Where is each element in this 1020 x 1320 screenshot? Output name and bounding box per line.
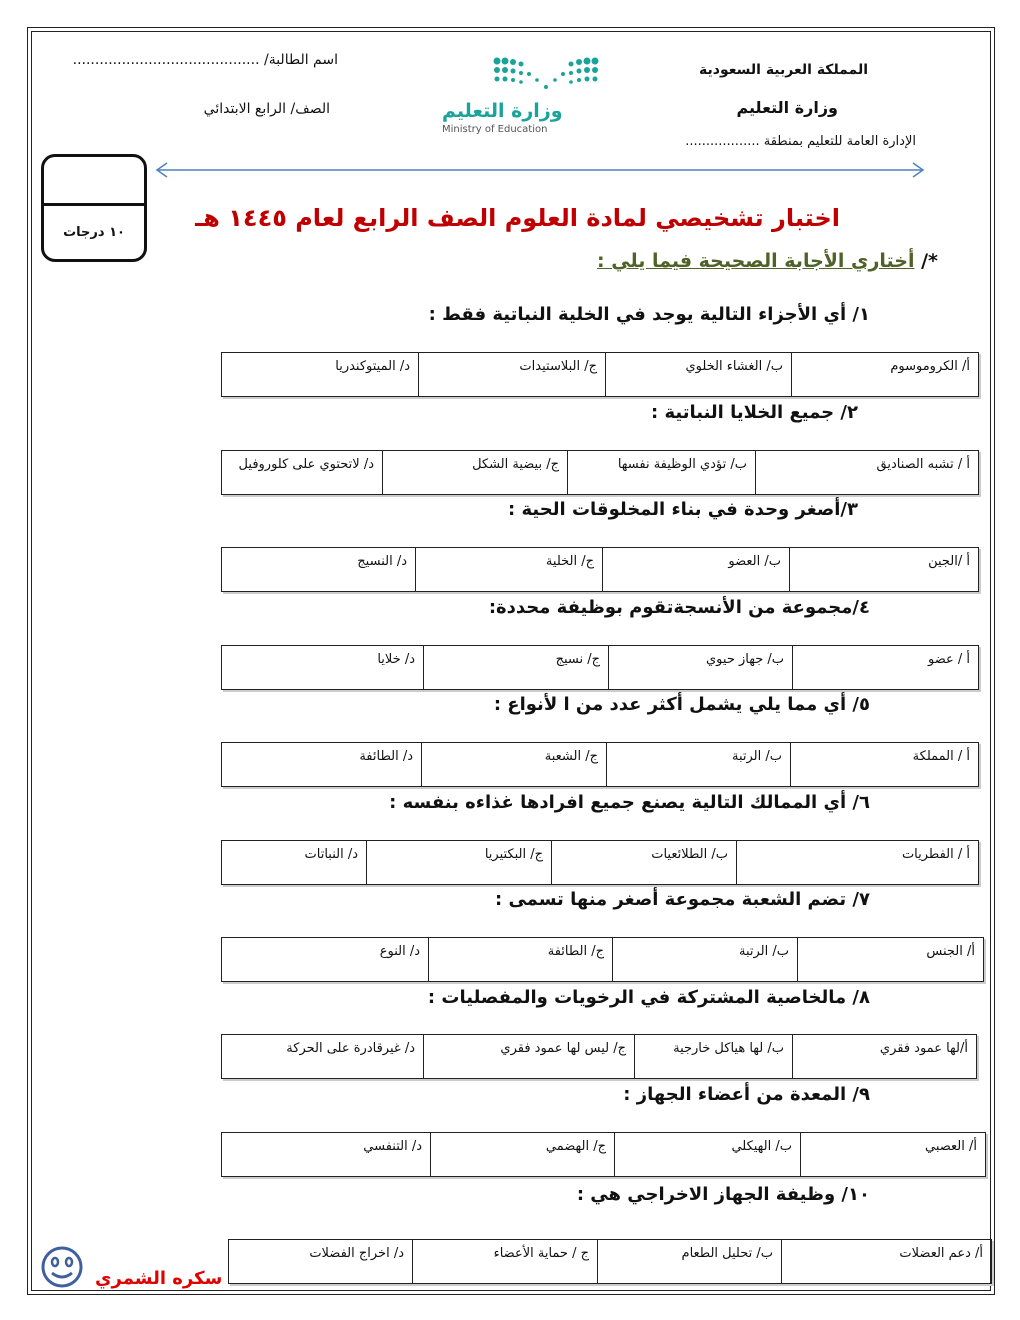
option-d[interactable]: د/ اخراج الفضلات: [309, 1246, 404, 1261]
question-1-options: [221, 352, 979, 397]
smiley-icon: [40, 1245, 84, 1289]
option-c[interactable]: ج/ بيضية الشكل: [382, 451, 567, 494]
option-d[interactable]: د/ الميتوكندريا: [335, 359, 410, 374]
option-d[interactable]: د/ الطائفة: [359, 749, 413, 764]
question-4-options: [221, 645, 979, 690]
student-name-field[interactable]: اسم الطالبة/ ..........................................: [72, 52, 338, 68]
question-6-options: [221, 840, 979, 885]
option-d[interactable]: د/ خلايا: [377, 652, 415, 667]
option-c[interactable]: ج/ الخلية: [415, 548, 602, 591]
option-b[interactable]: ب/ تحليل الطعام: [597, 1240, 781, 1283]
instruction-prefix: */: [914, 250, 938, 272]
question-7-options: [221, 937, 984, 982]
question-3-text: ٣/أصغر وحدة في بناء المخلوقات الحية :: [508, 499, 858, 520]
option-b[interactable]: ب/ الغشاء الخلوي: [605, 353, 791, 396]
option-d[interactable]: د/ النباتات: [304, 847, 358, 862]
score-label: ١٠ درجات: [63, 225, 125, 240]
option-a[interactable]: أ/ الكروموسوم: [791, 353, 978, 396]
question-9-options: [221, 1132, 986, 1177]
option-d[interactable]: د/ لاتحتوي على كلوروفيل: [238, 457, 374, 472]
score-box: [41, 154, 147, 262]
option-b[interactable]: ب/ العضو: [602, 548, 789, 591]
option-a[interactable]: أ / تشبه الصناديق: [755, 451, 978, 494]
grade-label: الصف/ الرابع الابتدائي: [203, 101, 330, 117]
option-c[interactable]: ج/ البكتيريا: [366, 841, 551, 884]
question-7-text: ٧/ تضم الشعبة مجموعة أصغر منها تسمى :: [494, 889, 870, 910]
directorate: الإدارة العامة للتعليم بمنطقة ..................: [685, 134, 916, 149]
option-a[interactable]: أ /الجين: [789, 548, 978, 591]
option-d[interactable]: د/ النسيج: [357, 554, 407, 569]
option-d[interactable]: د/ النوع: [379, 944, 420, 959]
question-5-options: [221, 742, 979, 787]
option-c[interactable]: ج/ نسيج: [423, 646, 608, 689]
teacher-signature: سكره الشمري: [95, 1268, 223, 1289]
option-d[interactable]: د/ غيرقادرة على الحركة: [286, 1041, 415, 1056]
question-10-options: [228, 1239, 992, 1284]
option-b[interactable]: ب/ جهاز حيوي: [608, 646, 792, 689]
instruction: [597, 250, 938, 272]
option-b[interactable]: ب/ الرتبة: [606, 743, 790, 786]
option-c[interactable]: ج/ الطائفة: [428, 938, 612, 981]
option-b[interactable]: ب/ الطلائعيات: [551, 841, 736, 884]
country-name: المملكة العربية السعودية: [699, 62, 868, 78]
question-8-text: ٨/ مالخاصية المشتركة في الرخويات والمفصليات :: [427, 987, 870, 1008]
question-2-text: ٢/ جميع الخلايا النباتية :: [650, 402, 858, 423]
option-c[interactable]: ج/ الهضمي: [430, 1133, 614, 1176]
option-c[interactable]: ج/ البلاستيدات: [418, 353, 605, 396]
question-9-text: ٩/ المعدة من أعضاء الجهاز :: [623, 1084, 870, 1105]
option-d[interactable]: د/ التنفسي: [363, 1139, 422, 1154]
option-b[interactable]: ب/ الهيكلي: [614, 1133, 800, 1176]
double-arrow-divider: [155, 162, 925, 178]
option-c[interactable]: ج / حماية الأعضاء: [412, 1240, 597, 1283]
option-a[interactable]: أ/ دعم العضلات: [781, 1240, 991, 1283]
option-a[interactable]: أ/لها عمود فقري: [792, 1035, 976, 1078]
ministry-name: وزارة التعليم: [736, 98, 838, 117]
question-4-text: ٤/مجموعة من الأنسجةتقوم بوظيفة محددة:: [488, 597, 870, 618]
option-a[interactable]: أ / المملكة: [790, 743, 978, 786]
option-b[interactable]: ب/ لها هياكل خارجية: [634, 1035, 792, 1078]
logo-text-arabic: وزارة التعليم: [442, 100, 563, 122]
question-1-text: ١/ أي الأجزاء التالية يوجد في الخلية النباتية فقط :: [428, 304, 870, 325]
instruction-text: أختاري الأجابة الصحيحة فيما يلي :: [597, 250, 915, 272]
ministry-logo-icon: [492, 56, 600, 92]
option-a[interactable]: أ/ العصبي: [800, 1133, 985, 1176]
question-8-options: [221, 1034, 977, 1079]
option-a[interactable]: أ / الفطريات: [736, 841, 978, 884]
option-c[interactable]: ج/ الشعبة: [421, 743, 606, 786]
question-2-options: [221, 450, 979, 495]
question-6-text: ٦/ أي الممالك التالية يصنع جميع افرادها غذاءه بنفسه :: [389, 792, 870, 813]
option-a[interactable]: أ/ الجنس: [797, 938, 983, 981]
exam-title: اختبار تشخيصي لمادة العلوم الصف الرابع لعام ١٤٤٥ هـ: [195, 204, 840, 232]
question-3-options: [221, 547, 979, 592]
option-b[interactable]: ب/ الرتبة: [612, 938, 797, 981]
option-a[interactable]: أ / عضو: [792, 646, 978, 689]
question-10-text: ١٠/ وظيفة الجهاز الاخراجي هي :: [576, 1184, 870, 1205]
option-c[interactable]: ج/ ليس لها عمود فقري: [423, 1035, 634, 1078]
logo-text-english: Ministry of Education: [442, 124, 548, 135]
option-b[interactable]: ب/ تؤدي الوظيفة نفسها: [567, 451, 755, 494]
question-5-text: ٥/ أي مما يلي يشمل أكثر عدد من ا لأنواع :: [493, 694, 870, 715]
